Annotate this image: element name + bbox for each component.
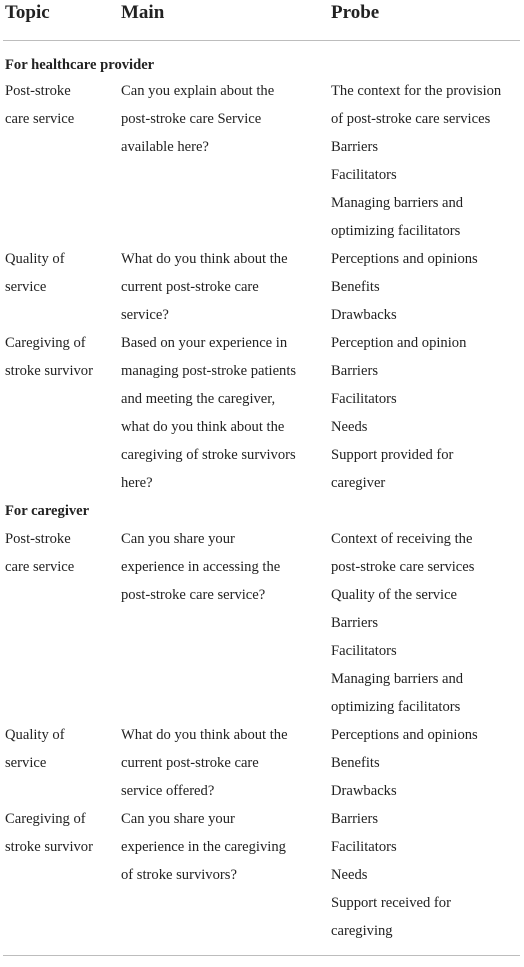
topic-cell-line: Quality of (5, 251, 65, 267)
probe-cell-line: Perceptions and opinions (331, 727, 478, 743)
main-question-cell-line: What do you think about the (121, 727, 288, 743)
probe-cell-line: Perception and opinion (331, 335, 467, 351)
main-question-cell-line: Can you explain about the (121, 83, 275, 99)
topic-cell-line: service (5, 279, 47, 295)
probe-cell-line: Facilitators (331, 839, 397, 855)
probe-cell-line: Facilitators (331, 643, 397, 659)
table-row (3, 245, 520, 329)
main-question-cell (119, 525, 329, 721)
main-question-cell (119, 77, 329, 245)
probe-cell-line: Needs (331, 867, 368, 883)
main-question-cell-line: managing post-stroke patients (121, 363, 297, 379)
topic-cell-line: stroke survivor (5, 363, 93, 379)
topic-cell-line: Post-stroke (5, 531, 71, 547)
topic-cell-line: Post-stroke (5, 83, 71, 99)
topic-cell-line: care service (5, 111, 75, 127)
probe-cell-line: Facilitators (331, 391, 397, 407)
table-row (3, 77, 520, 245)
topic-cell-line: service (5, 755, 47, 771)
probe-cell-line: Managing barriers and (331, 671, 464, 687)
main-question-cell-line: what do you think about the (121, 419, 285, 435)
probe-cell-line: Barriers (331, 363, 379, 379)
main-question-cell-line: service offered? (121, 783, 215, 799)
probe-cell (329, 245, 520, 329)
main-question-cell-line: and meeting the caregiver, (121, 391, 276, 407)
topic-cell (3, 805, 119, 956)
probe-cell-line: caregiver (331, 475, 386, 491)
probe-cell-line: optimizing facilitators (331, 223, 461, 239)
main-question-cell-line: caregiving of stroke survivors (121, 447, 296, 463)
main-question-cell-line: post-stroke care service? (121, 587, 266, 603)
header-main: Main (119, 0, 329, 41)
probe-cell-line: Barriers (331, 139, 379, 155)
table-header (3, 0, 520, 41)
main-question-cell (119, 329, 329, 497)
header-topic: Topic (3, 0, 119, 41)
topic-cell (3, 329, 119, 497)
topic-cell (3, 77, 119, 245)
probe-cell-line: Managing barriers and (331, 195, 464, 211)
probe-cell-line: Support received for (331, 895, 451, 911)
main-question-cell-line: Based on your experience in (121, 335, 288, 351)
topic-cell (3, 245, 119, 329)
probe-cell-line: Benefits (331, 755, 380, 771)
main-question-cell-line: current post-stroke care (121, 755, 259, 771)
section-heading: For healthcare provider (5, 57, 155, 73)
table-row (3, 805, 520, 956)
probe-cell-line: Barriers (331, 811, 379, 827)
topic-cell-line: Quality of (5, 727, 65, 743)
topic-cell (3, 525, 119, 721)
main-question-cell-line: experience in accessing the (121, 559, 281, 575)
main-question-cell-line: Can you share your (121, 531, 235, 547)
probe-cell-line: Perceptions and opinions (331, 251, 478, 267)
probe-cell-line: Needs (331, 419, 368, 435)
main-question-cell-line: Can you share your (121, 811, 235, 827)
probe-cell-line: Context of receiving the (331, 531, 473, 547)
probe-cell (329, 525, 520, 721)
probe-cell-line: Barriers (331, 615, 379, 631)
probe-cell (329, 329, 520, 497)
probe-cell-line: caregiving (331, 923, 393, 939)
probe-cell-line: Drawbacks (331, 783, 397, 799)
main-question-cell-line: experience in the caregiving (121, 839, 286, 855)
section-heading-row (3, 41, 520, 78)
table-body (3, 41, 520, 956)
main-question-cell (119, 805, 329, 956)
probe-cell-line: Benefits (331, 279, 380, 295)
table-row (3, 721, 520, 805)
probe-cell-line: of post-stroke care services (331, 111, 491, 127)
main-question-cell-line: available here? (121, 139, 209, 155)
main-question-cell (119, 721, 329, 805)
main-question-cell (119, 245, 329, 329)
table-row (3, 525, 520, 721)
header-probe: Probe (329, 0, 520, 41)
probe-cell (329, 77, 520, 245)
probe-cell-line: Support provided for (331, 447, 454, 463)
topic-cell-line: care service (5, 559, 75, 575)
main-question-cell-line: of stroke survivors? (121, 867, 237, 883)
section-heading-row (3, 497, 520, 525)
probe-cell-line: The context for the provision (331, 83, 502, 99)
topic-cell-line: stroke survivor (5, 839, 93, 855)
probe-cell-line: Facilitators (331, 167, 397, 183)
section-heading: For caregiver (5, 503, 90, 519)
probe-cell-line: Drawbacks (331, 307, 397, 323)
probe-cell-line: post-stroke care services (331, 559, 475, 575)
probe-cell-line: Quality of the service (331, 587, 458, 603)
topic-cell (3, 721, 119, 805)
main-question-cell-line: here? (121, 475, 153, 491)
interview-guide-table (3, 0, 520, 956)
main-question-cell-line: post-stroke care Service (121, 111, 262, 127)
main-question-cell-line: current post-stroke care (121, 279, 259, 295)
topic-cell-line: Caregiving of (5, 811, 86, 827)
header-row (3, 0, 520, 41)
main-question-cell-line: What do you think about the (121, 251, 288, 267)
table-footer-rule (3, 956, 520, 957)
table-row (3, 329, 520, 497)
topic-cell-line: Caregiving of (5, 335, 86, 351)
probe-cell (329, 805, 520, 956)
main-question-cell-line: service? (121, 307, 169, 323)
probe-cell-line: optimizing facilitators (331, 699, 461, 715)
probe-cell (329, 721, 520, 805)
